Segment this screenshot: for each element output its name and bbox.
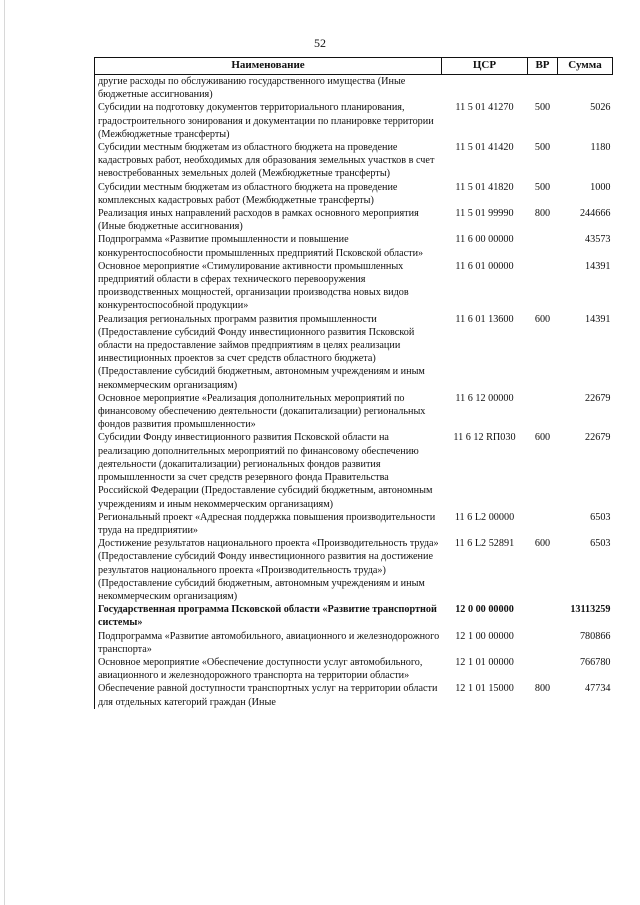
header-vr: ВР <box>528 58 558 75</box>
row-csr: 11 5 01 41270 <box>455 102 514 114</box>
row-csr: 11 6 L2 00000 <box>454 511 515 523</box>
row-name: Подпрограмма «Развитие промышленности и повышение конкурентоспособности промышленных предприятий Псковской области» <box>98 234 424 259</box>
row-vr: 600 <box>534 313 551 325</box>
table-row <box>95 207 613 233</box>
row-name: Субсидии местным бюджетам из областного бюджета на проведение кадастровых работ, необходимых для образования земельных участков в счет невостребованных земельных долей (Межбюджетные трансферты) <box>98 142 435 180</box>
row-vr <box>528 603 558 629</box>
table-row <box>95 313 613 392</box>
row-sum: 780866 <box>579 630 611 642</box>
table-row <box>95 141 613 181</box>
row-csr: 12 1 00 00000 <box>455 630 514 642</box>
row-vr: 500 <box>534 142 551 154</box>
table-body <box>95 75 613 709</box>
row-sum: 6503 <box>590 511 611 523</box>
row-sum <box>558 75 613 102</box>
row-sum: 1000 <box>590 181 611 193</box>
row-sum: 47734 <box>585 683 611 695</box>
row-name: Достижение результатов национального проекта «Производительность труда» (Предоставление субсидий Фонду инвестиционного развития на достижение результатов национального проекта «Производительность труда») (Предоставление субсидий бюджетным, автономным учреждениям и иным некоммерческим организациям) <box>98 538 439 602</box>
row-vr <box>528 392 558 432</box>
row-sum: 5026 <box>590 102 611 114</box>
row-name: Основное мероприятие «Стимулирование активности промышленных предприятий области в сферах технического перевооружения производственных мощностей, организации производства новых видов конкурентоспособной продукции» <box>98 260 409 312</box>
table-row <box>95 682 613 708</box>
row-vr: 600 <box>534 432 551 444</box>
row-csr: 11 6 L2 52891 <box>454 538 515 550</box>
row-vr: 500 <box>534 102 551 114</box>
row-name: Государственная программа Псковской области «Развитие транспортной системы» <box>98 604 437 629</box>
row-csr: 11 6 00 00000 <box>455 234 514 246</box>
row-csr <box>442 75 528 102</box>
row-vr: 600 <box>534 538 551 550</box>
row-vr <box>528 260 558 313</box>
row-sum: 14391 <box>585 313 611 325</box>
table-row <box>95 75 613 102</box>
table-row <box>95 656 613 682</box>
row-vr: 800 <box>534 683 551 695</box>
header-csr: ЦСР <box>442 58 528 75</box>
table-header-row <box>95 58 613 75</box>
row-vr <box>528 75 558 102</box>
table-row <box>95 603 613 629</box>
row-name: Субсидии на подготовку документов территориального планирования, градостроительного зонирования и документации по планировке территории (Межбюджетные трансферты) <box>98 102 434 140</box>
row-sum: 766780 <box>579 656 611 668</box>
row-vr <box>528 630 558 656</box>
row-vr <box>528 233 558 259</box>
header-sum: Сумма <box>558 58 613 75</box>
row-csr: 11 6 12 RП030 <box>453 432 516 444</box>
row-sum: 14391 <box>585 260 611 272</box>
table-row <box>95 392 613 432</box>
row-sum: 22679 <box>585 392 611 404</box>
row-csr: 11 6 12 00000 <box>455 392 514 404</box>
row-name: Подпрограмма «Развитие автомобильного, авиационного и железнодорожного транспорта» <box>98 630 440 655</box>
table-row <box>95 431 613 510</box>
row-csr: 12 0 00 00000 <box>455 604 514 616</box>
row-sum: 13113259 <box>570 604 611 616</box>
table-row <box>95 630 613 656</box>
table-row <box>95 537 613 603</box>
row-name: Обеспечение равной доступности транспортных услуг на территории области для отдельных категорий граждан (Иные <box>98 683 438 708</box>
row-csr: 12 1 01 15000 <box>455 683 514 695</box>
row-name: Субсидии местным бюджетам из областного бюджета на проведение комплексных кадастровых работ (Межбюджетные трансферты) <box>98 181 398 206</box>
row-csr: 11 5 01 99990 <box>455 208 514 220</box>
table-row <box>95 233 613 259</box>
row-name: Реализация региональных программ развития промышленности (Предоставление субсидий Фонду инвестиционного развития Псковской области на предоставление займов предприятиям в целях реализации инвестиционных проектов за счет средств областного бюджета) (Предоставление субсидий бюджетным, автономным учреждениям и иным некоммерческим организациям) <box>98 313 425 391</box>
row-sum: 43573 <box>585 234 611 246</box>
row-name: Основное мероприятие «Обеспечение доступности услуг автомобильного, авиационного и железнодорожного транспорта на территории области» <box>98 656 423 682</box>
row-vr <box>528 511 558 537</box>
row-csr: 12 1 01 00000 <box>455 656 514 668</box>
table-row <box>95 181 613 207</box>
row-vr: 800 <box>534 208 551 220</box>
row-sum: 6503 <box>590 538 611 550</box>
row-csr: 11 6 01 13600 <box>455 313 514 325</box>
row-name: Основное мероприятие «Реализация дополнительных мероприятий по финансовому обеспечению деятельности (докапитализации) региональных фондов развития промышленности» <box>98 392 426 431</box>
row-sum: 244666 <box>579 208 611 220</box>
page-number: 52 <box>314 36 326 50</box>
row-vr: 500 <box>534 181 551 193</box>
table-row <box>95 260 613 313</box>
table-row <box>95 101 613 141</box>
header-name: Наименование <box>95 58 442 75</box>
row-name: другие расходы по обслуживанию государственного имущества (Иные бюджетные ассигнования) <box>98 76 406 101</box>
row-name: Реализация иных направлений расходов в рамках основного мероприятия (Иные бюджетные ассигнования) <box>98 208 419 233</box>
row-name: Субсидии Фонду инвестиционного развития Псковской области на реализацию дополнительных мероприятий по финансовому обеспечению деятельности (докапитализации) региональных фондов развития промышленности за счет средств резервного фонда Правительства Российской Федерации (Предоставление субсидий бюджетным, автономным учреждениям и иным некоммерческим организациям) <box>98 432 433 510</box>
page-edge <box>4 0 5 905</box>
row-name: Региональный проект «Адресная поддержка повышения производительности труда на предприятии» <box>98 511 436 536</box>
row-csr: 11 5 01 41420 <box>455 142 514 154</box>
row-sum: 1180 <box>590 142 611 154</box>
row-csr: 11 5 01 41820 <box>455 181 514 193</box>
table-row <box>95 511 613 537</box>
row-csr: 11 6 01 00000 <box>455 260 514 272</box>
budget-table <box>94 57 613 709</box>
row-sum: 22679 <box>585 432 611 444</box>
row-vr <box>528 656 558 682</box>
